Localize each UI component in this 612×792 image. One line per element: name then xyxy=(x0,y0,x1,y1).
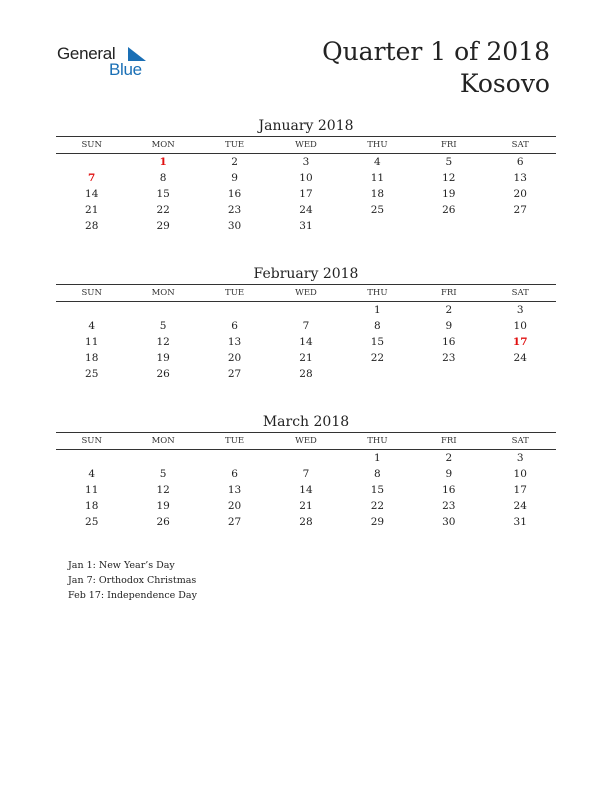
week-row xyxy=(56,498,556,514)
empty-day-cell xyxy=(127,302,198,318)
day-cell: 25 xyxy=(85,516,99,528)
day-cell: 12 xyxy=(156,336,170,348)
day-cell: 12 xyxy=(442,172,456,184)
day-cell: 19 xyxy=(442,188,456,200)
day-cell: 9 xyxy=(445,320,453,332)
holiday-note: Feb 17: Independence Day xyxy=(68,590,197,601)
day-cell: 19 xyxy=(156,500,170,512)
month-title: January 2018 xyxy=(258,118,354,134)
logo-general-text: General xyxy=(57,44,116,63)
weekday-label: SAT xyxy=(511,436,529,446)
week-row xyxy=(56,154,556,170)
day-cell: 26 xyxy=(442,204,456,216)
weekday-label: TUE xyxy=(225,436,245,446)
holiday-note: Jan 1: New Year’s Day xyxy=(68,560,175,571)
empty-day-cell xyxy=(485,218,556,234)
day-cell: 25 xyxy=(85,368,99,380)
empty-day-cell xyxy=(413,366,484,382)
day-cell: 4 xyxy=(88,468,96,480)
week-row xyxy=(56,514,556,530)
day-cell: 24 xyxy=(513,500,527,512)
day-cell: 6 xyxy=(516,156,524,168)
day-cell: 15 xyxy=(370,336,385,348)
week-row xyxy=(56,186,556,202)
day-cell: 28 xyxy=(299,368,313,380)
day-cell: 24 xyxy=(513,352,527,364)
weekday-label: TUE xyxy=(225,140,245,150)
day-cell: 10 xyxy=(299,172,313,184)
week-row xyxy=(56,334,556,350)
weekday-label: FRI xyxy=(440,140,457,150)
day-cell: 16 xyxy=(442,336,456,348)
day-cell: 10 xyxy=(513,468,527,480)
day-cell: 7 xyxy=(302,320,310,332)
empty-day-cell xyxy=(342,366,413,382)
day-cell: 18 xyxy=(85,352,99,364)
day-cell: 17 xyxy=(513,484,527,496)
day-cell: 31 xyxy=(299,220,313,232)
weekday-label: FRI xyxy=(440,436,457,446)
day-cell: 1 xyxy=(374,304,381,316)
day-cell: 31 xyxy=(513,516,527,528)
day-cell: 8 xyxy=(374,468,381,480)
month-march xyxy=(56,412,556,530)
weekday-label: TUE xyxy=(225,288,245,298)
day-cell: 27 xyxy=(227,368,242,380)
day-cell: 21 xyxy=(299,352,313,364)
day-cell: 1 xyxy=(159,156,167,168)
week-row xyxy=(56,482,556,498)
empty-day-cell xyxy=(199,450,270,466)
day-cell: 20 xyxy=(227,352,242,364)
day-cell: 7 xyxy=(88,172,96,184)
day-cell: 17 xyxy=(299,188,313,200)
empty-day-cell xyxy=(342,218,413,234)
weekday-label: MON xyxy=(151,436,175,446)
day-cell: 13 xyxy=(227,484,242,496)
day-cell: 23 xyxy=(227,204,242,216)
day-cell: 28 xyxy=(85,220,99,232)
day-cell: 4 xyxy=(374,156,381,168)
day-cell: 13 xyxy=(227,336,242,348)
day-cell: 12 xyxy=(156,484,170,496)
day-cell: 17 xyxy=(512,336,528,348)
day-cell: 3 xyxy=(516,304,524,316)
day-cell: 15 xyxy=(156,188,170,200)
day-cell: 25 xyxy=(370,204,385,216)
day-cell: 1 xyxy=(374,452,381,464)
weekday-label: WED xyxy=(295,288,317,298)
day-cell: 6 xyxy=(231,468,238,480)
day-cell: 2 xyxy=(445,452,453,464)
weekday-header xyxy=(56,432,556,450)
day-cell: 23 xyxy=(442,352,456,364)
weekday-label: MON xyxy=(151,140,175,150)
day-cell: 3 xyxy=(516,452,524,464)
day-cell: 16 xyxy=(442,484,456,496)
day-cell: 14 xyxy=(299,336,313,348)
empty-day-cell xyxy=(56,302,127,318)
day-cell: 8 xyxy=(159,172,167,184)
day-cell: 21 xyxy=(299,500,313,512)
month-title: March 2018 xyxy=(262,414,350,430)
week-row xyxy=(56,450,556,466)
logo-blue-text: Blue xyxy=(109,60,142,79)
day-cell: 29 xyxy=(156,220,170,232)
empty-day-cell xyxy=(270,450,341,466)
day-cell: 16 xyxy=(227,188,242,200)
empty-day-cell xyxy=(199,302,270,318)
weekday-label: SAT xyxy=(511,288,529,298)
logo xyxy=(57,44,157,84)
day-cell: 11 xyxy=(85,336,99,348)
day-cell: 5 xyxy=(159,320,167,332)
day-cell: 15 xyxy=(370,484,385,496)
day-cell: 22 xyxy=(156,204,170,216)
day-cell: 23 xyxy=(442,500,456,512)
week-row xyxy=(56,202,556,218)
empty-day-cell xyxy=(56,154,127,170)
day-cell: 29 xyxy=(370,516,385,528)
day-cell: 14 xyxy=(85,188,99,200)
week-row xyxy=(56,218,556,234)
day-cell: 8 xyxy=(374,320,381,332)
day-cell: 3 xyxy=(302,156,310,168)
day-cell: 21 xyxy=(85,204,99,216)
week-row xyxy=(56,302,556,318)
day-cell: 2 xyxy=(231,156,238,168)
empty-day-cell xyxy=(485,366,556,382)
week-row xyxy=(56,170,556,186)
weekday-label: WED xyxy=(295,140,317,150)
day-cell: 7 xyxy=(302,468,310,480)
empty-day-cell xyxy=(270,302,341,318)
day-cell: 18 xyxy=(370,188,385,200)
day-cell: 5 xyxy=(159,468,167,480)
weekday-label: THU xyxy=(367,436,388,446)
week-row xyxy=(56,350,556,366)
weekday-label: WED xyxy=(295,436,317,446)
weekday-label: SAT xyxy=(511,140,529,150)
weekday-header xyxy=(56,136,556,154)
day-cell: 22 xyxy=(370,352,385,364)
week-row xyxy=(56,318,556,334)
day-cell: 14 xyxy=(299,484,313,496)
weekday-label: MON xyxy=(151,288,175,298)
day-cell: 22 xyxy=(370,500,385,512)
day-cell: 27 xyxy=(227,516,242,528)
month-january xyxy=(56,116,556,234)
day-cell: 30 xyxy=(442,516,456,528)
day-cell: 28 xyxy=(299,516,313,528)
day-cell: 6 xyxy=(231,320,238,332)
day-cell: 11 xyxy=(85,484,99,496)
week-row xyxy=(56,366,556,382)
day-cell: 5 xyxy=(445,156,453,168)
day-cell: 27 xyxy=(513,204,527,216)
title-quarter: Quarter 1 of 2018 xyxy=(322,37,550,66)
day-cell: 26 xyxy=(156,368,170,380)
day-cell: 4 xyxy=(88,320,96,332)
holiday-note: Jan 7: Orthodox Christmas xyxy=(68,575,197,586)
page-title xyxy=(322,36,550,100)
empty-day-cell xyxy=(413,218,484,234)
weekday-label: SUN xyxy=(81,288,102,298)
title-country: Kosovo xyxy=(459,69,550,98)
week-row xyxy=(56,466,556,482)
day-cell: 20 xyxy=(227,500,242,512)
day-cell: 26 xyxy=(156,516,170,528)
day-cell: 9 xyxy=(231,172,238,184)
weekday-label: SUN xyxy=(81,436,102,446)
weekday-label: FRI xyxy=(440,288,457,298)
day-cell: 10 xyxy=(513,320,527,332)
month-february xyxy=(56,264,556,382)
day-cell: 24 xyxy=(299,204,313,216)
day-cell: 9 xyxy=(445,468,453,480)
weekday-label: SUN xyxy=(81,140,102,150)
day-cell: 18 xyxy=(85,500,99,512)
day-cell: 30 xyxy=(227,220,242,232)
weekday-header xyxy=(56,284,556,302)
day-cell: 19 xyxy=(156,352,170,364)
empty-day-cell xyxy=(127,450,198,466)
day-cell: 13 xyxy=(513,172,527,184)
weekday-label: THU xyxy=(367,140,388,150)
day-cell: 20 xyxy=(513,188,527,200)
day-cell: 2 xyxy=(445,304,453,316)
holiday-notes xyxy=(68,558,197,603)
empty-day-cell xyxy=(56,450,127,466)
month-title: February 2018 xyxy=(253,266,359,282)
day-cell: 11 xyxy=(370,172,385,184)
weekday-label: THU xyxy=(367,288,388,298)
